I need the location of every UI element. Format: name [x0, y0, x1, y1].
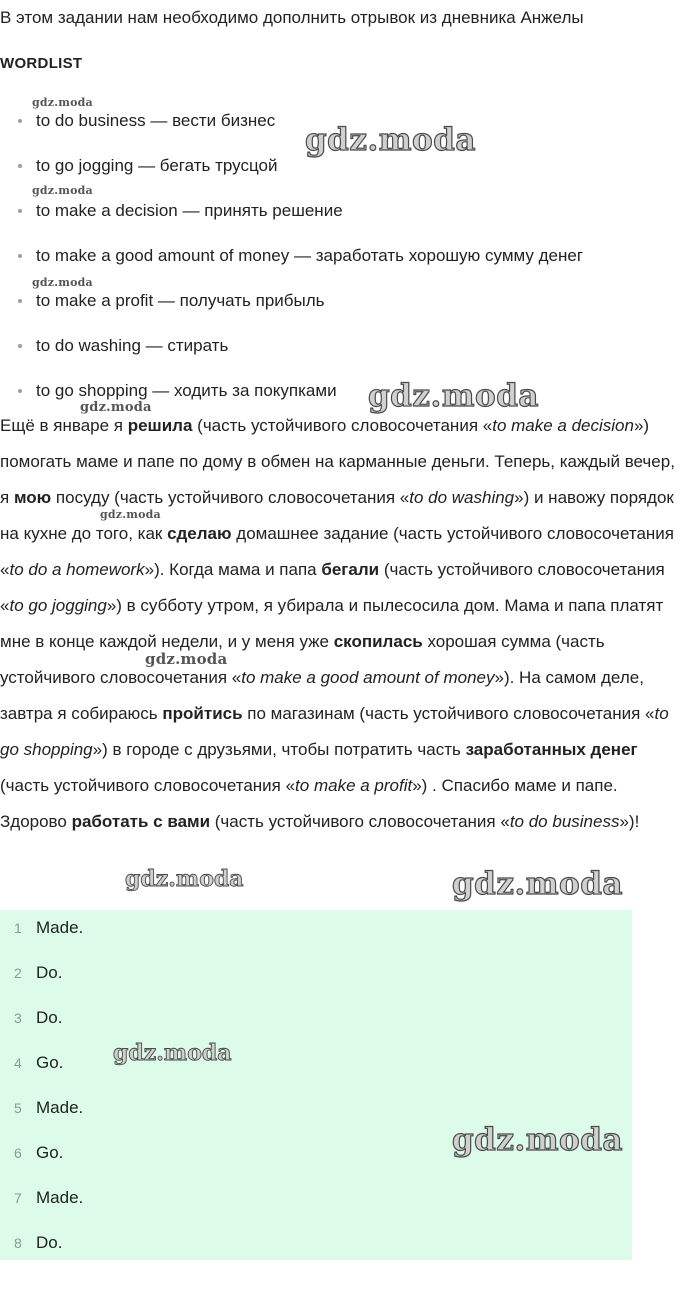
answer-number: 8 — [14, 1235, 22, 1251]
highlighted-answer: заработанных денег — [465, 740, 638, 759]
text-segment: (часть устойчивого словосочетания « — [210, 812, 510, 831]
answer-number: 1 — [14, 920, 22, 936]
text-segment: ») помогать маме и папе по дому в обмен на карманные деньги. Теперь, каждый вечер, я — [0, 416, 675, 507]
phrase-reference: to do washing — [409, 488, 515, 507]
answer-number: 3 — [14, 1010, 22, 1026]
phrase-reference: to make a profit — [295, 776, 413, 795]
watermark-large: gdz.moda — [305, 122, 476, 158]
text-segment: (часть устойчивого словосочетания « — [0, 776, 296, 795]
watermark-large: gdz.moda — [452, 1122, 623, 1158]
text-segment: (часть устойчивого словосочетания « — [192, 416, 493, 435]
answer-number: 6 — [14, 1145, 22, 1161]
wordlist-item — [0, 188, 680, 233]
answer-text: Do. — [36, 1008, 63, 1027]
answer-text: Made. — [36, 918, 84, 937]
wordlist-item-text: to go jogging — бегать трусцой — [36, 156, 278, 175]
text-segment: хорошая сумма (часть устойчивого словосочетания « — [0, 632, 605, 687]
text-segment: ») в городе с друзьями, чтобы потратить часть — [92, 740, 466, 759]
watermark-small: gdz.moda — [32, 96, 93, 109]
highlighted-answer: пройтись — [162, 704, 243, 723]
answer-item — [0, 1225, 632, 1270]
cut-off-line-fragment — [118, 44, 208, 48]
answer-item — [0, 1045, 632, 1090]
wordlist-item-text: to make a good amount of money — заработать хорошую сумму денег — [36, 246, 584, 265]
phrase-reference: to do a homework — [9, 560, 145, 579]
text-segment: »). Когда мама и папа — [144, 560, 322, 579]
highlighted-answer: бегали — [321, 560, 380, 579]
diary-text — [0, 408, 680, 840]
wordlist-item-text: to make a profit — получать прибыль — [36, 291, 325, 310]
answer-number: 2 — [14, 965, 22, 981]
bullet-icon — [18, 299, 22, 303]
answer-number: 7 — [14, 1190, 22, 1206]
text-segment: ») . Спасибо маме и папе. Здорово — [0, 776, 618, 831]
text-segment: посуду (часть устойчивого словосочетания « — [51, 488, 410, 507]
watermark-small: gdz.moda — [32, 184, 93, 197]
phrase-reference: to go jogging — [9, 596, 107, 615]
bullet-icon — [18, 209, 22, 213]
text-segment: ») в субботу утром, я убирала и пылесосила дом. Мама и папа платят мне в конце каждой недели, и у меня уже — [0, 596, 664, 651]
answer-text: Made. — [36, 1188, 84, 1207]
watermark-medium: gdz.moda — [113, 1040, 232, 1066]
text-segment: домашнее задание (часть устойчивого словосочетания « — [0, 524, 674, 579]
answers-list — [0, 910, 632, 1260]
answer-text: Do. — [36, 1233, 63, 1252]
watermark-large: gdz.moda — [368, 378, 539, 414]
bullet-icon — [18, 389, 22, 393]
highlighted-answer: работать с вами — [71, 812, 211, 831]
highlighted-answer: скопилась — [333, 632, 423, 651]
highlighted-answer: мою — [13, 488, 52, 507]
answer-text: Go. — [36, 1143, 64, 1162]
highlighted-answer: сделаю — [167, 524, 232, 543]
wordlist-item-text: to do business — вести бизнес — [36, 111, 276, 130]
bullet-icon — [18, 344, 22, 348]
wordlist-item-text: to do washing — стирать — [36, 336, 229, 355]
watermark-small: gdz.moda — [145, 650, 228, 668]
text-segment: (часть устойчивого словосочетания « — [0, 560, 665, 615]
bullet-icon — [18, 164, 22, 168]
watermark-small: gdz.moda — [32, 276, 93, 289]
bullet-icon — [18, 254, 22, 258]
watermark-medium: gdz.moda — [125, 866, 244, 892]
watermark-large: gdz.moda — [452, 866, 623, 902]
intro-text: В этом задании нам необходимо дополнить отрывок из дневника Анжелы — [0, 8, 584, 27]
highlighted-answer: решила — [127, 416, 193, 435]
answer-item — [0, 955, 632, 1000]
wordlist-item — [0, 323, 680, 368]
answer-item — [0, 910, 632, 955]
phrase-reference: to make a good amount of money — [241, 668, 495, 687]
answer-item — [0, 1000, 632, 1045]
answer-text: Go. — [36, 1053, 64, 1072]
answer-number: 4 — [14, 1055, 22, 1071]
phrase-reference: to go shopping — [0, 704, 669, 759]
watermark-small: gdz.moda — [80, 400, 152, 415]
text-segment: Ещё в январе я — [0, 416, 128, 435]
phrase-reference: to do business — [509, 812, 620, 831]
answer-item — [0, 1180, 632, 1225]
wordlist-item — [0, 233, 680, 278]
text-segment: по магазинам (часть устойчивого словосочетания « — [242, 704, 655, 723]
bullet-icon — [18, 119, 22, 123]
phrase-reference: to make a decision — [492, 416, 634, 435]
wordlist-item-text: to make a decision — принять решение — [36, 201, 343, 220]
answer-text: Made. — [36, 1098, 84, 1117]
wordlist-heading: WORDLIST — [0, 55, 83, 72]
answer-text: Do. — [36, 963, 63, 982]
text-segment: ») и навожу порядок на кухне до того, как — [0, 488, 674, 543]
text-segment: »)! — [619, 812, 640, 831]
watermark-small: gdz.moda — [100, 508, 161, 521]
wordlist-item-text: to go shopping — ходить за покупками — [36, 381, 337, 400]
answer-number: 5 — [14, 1100, 22, 1116]
wordlist-item — [0, 278, 680, 323]
text-segment: »). На самом деле, завтра я собираюсь — [0, 668, 644, 723]
